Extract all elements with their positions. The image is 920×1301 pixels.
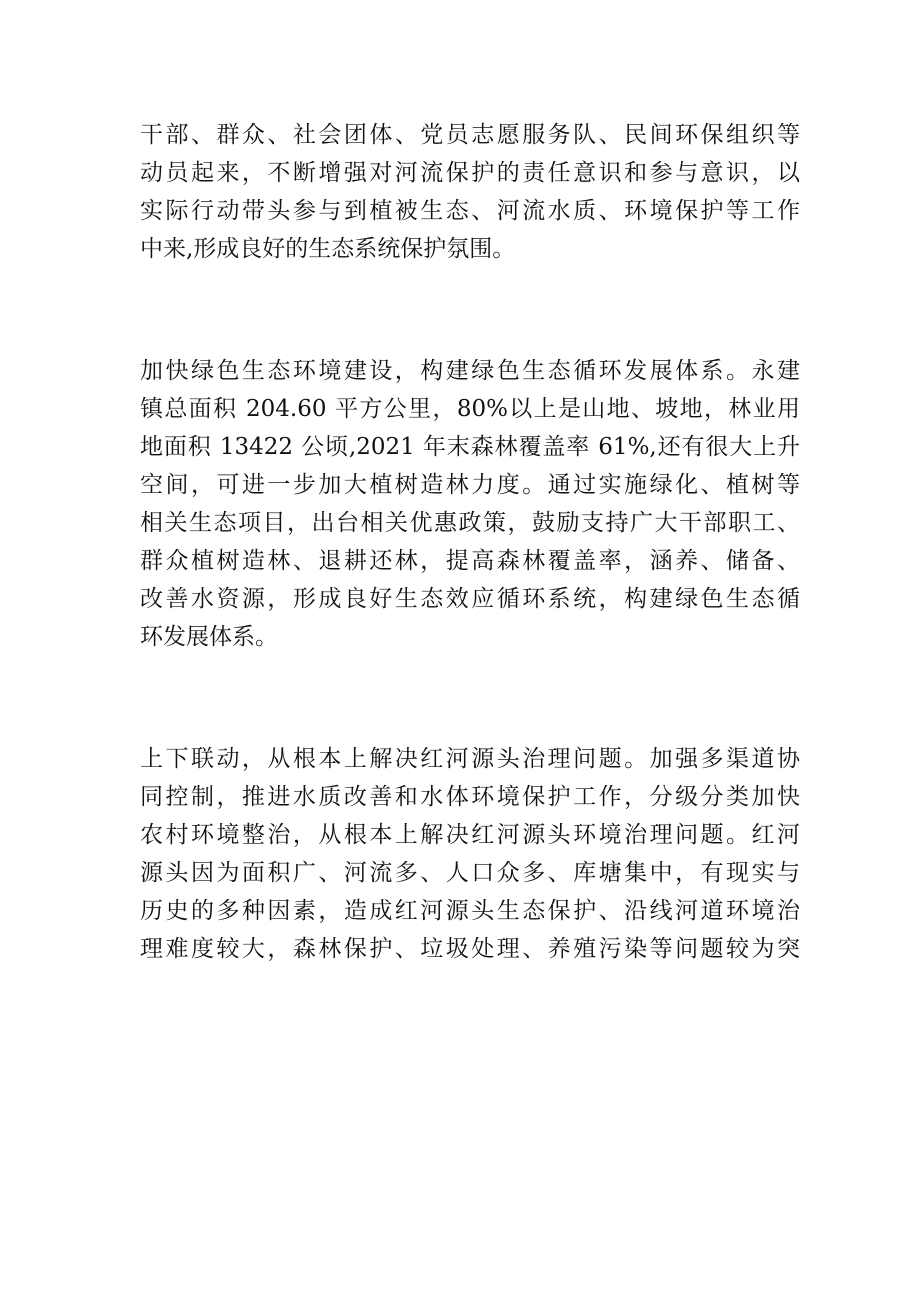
paragraph-public-participation [140, 116, 800, 268]
text-line: 环发展体系。 [140, 624, 278, 650]
text-line: 历史的多种因素，造成红河源头生态保护、沿线河道环境治 [140, 898, 800, 924]
paragraph-green-ecology [140, 352, 800, 656]
text-line: 干部、群众、社会团体、党员志愿服务队、民间环保组织等 [140, 122, 800, 148]
text-line: 相关生态项目，出台相关优惠政策，鼓励支持广大干部职工、 [140, 510, 800, 536]
text-line: 动员起来，不断增强对河流保护的责任意识和参与意识，以 [140, 160, 800, 186]
paragraph-honghe-source-governance [140, 740, 800, 968]
text-line: 地面积 13422 公顷,2021 年末森林覆盖率 61%,还有很大上升 [140, 434, 800, 460]
text-line: 同控制，推进水质改善和水体环境保护工作，分级分类加快 [140, 784, 800, 810]
text-line: 上下联动，从根本上解决红河源头治理问题。加强多渠道协 [140, 746, 800, 772]
text-line: 源头因为面积广、河流多、人口众多、库塘集中，有现实与 [140, 860, 800, 886]
text-line: 实际行动带头参与到植被生态、河流水质、环境保护等工作 [140, 198, 800, 224]
text-line: 农村环境整治，从根本上解决红河源头环境治理问题。红河 [140, 822, 800, 848]
text-line: 加快绿色生态环境建设，构建绿色生态循环发展体系。永建 [140, 358, 800, 384]
text-line: 群众植树造林、退耕还林，提高森林覆盖率，涵养、储备、 [140, 548, 800, 574]
text-line: 理难度较大，森林保护、垃圾处理、养殖污染等问题较为突 [140, 936, 800, 962]
text-line: 镇总面积 204.60 平方公里，80%以上是山地、坡地，林业用 [140, 396, 800, 422]
text-line: 改善水资源，形成良好生态效应循环系统，构建绿色生态循 [140, 586, 800, 612]
text-line: 中来,形成良好的生态系统保护氛围。 [140, 236, 516, 262]
text-line: 空间，可进一步加大植树造林力度。通过实施绿化、植树等 [140, 472, 800, 498]
